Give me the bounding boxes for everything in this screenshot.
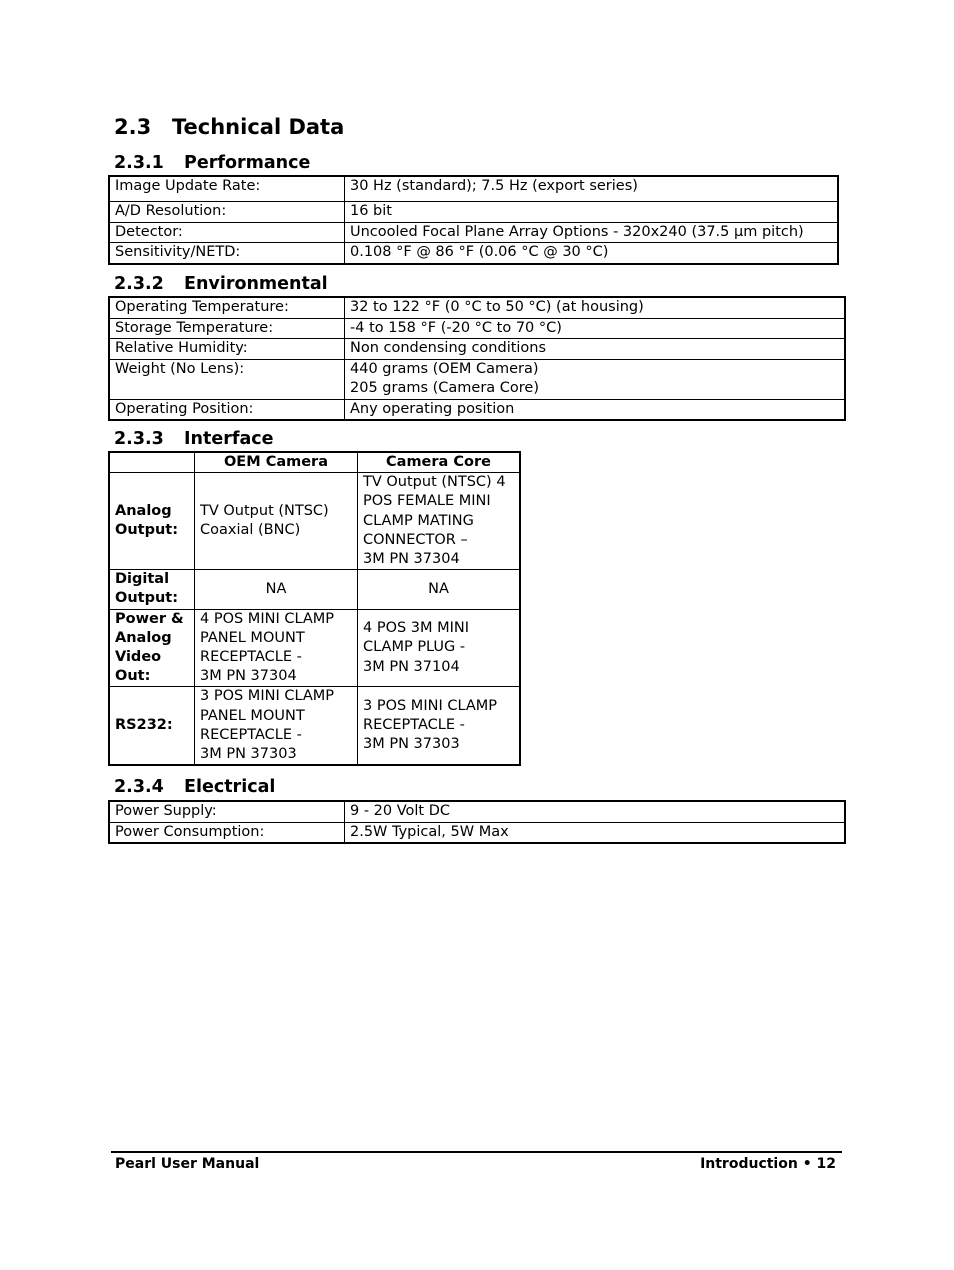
row-header-line: Power & <box>115 610 184 627</box>
table-row <box>110 339 845 360</box>
oem-cell: NA <box>195 570 358 609</box>
cell-line: 3M PN 37303 <box>363 736 460 753</box>
row-header-line: Digital <box>115 571 170 588</box>
performance-heading <box>114 152 310 174</box>
table-row <box>110 822 845 843</box>
row-header-line: Out: <box>115 668 151 685</box>
spec-value <box>345 359 845 399</box>
section-heading <box>114 113 344 141</box>
spec-value: 2.5W Typical, 5W Max <box>345 822 845 843</box>
footer-divider <box>111 1151 842 1153</box>
core-cell: NA <box>358 570 520 609</box>
table-row <box>110 570 520 609</box>
spec-label: Image Update Rate: <box>110 177 345 202</box>
spec-label: Relative Humidity: <box>110 339 345 360</box>
table-row <box>110 243 838 264</box>
oem-cell <box>195 687 358 765</box>
interface-heading <box>114 428 274 450</box>
table-row <box>110 609 520 687</box>
table-row <box>110 298 845 319</box>
table-row <box>110 177 838 202</box>
cell-line: PANEL MOUNT <box>200 707 305 724</box>
table-row <box>110 802 845 823</box>
row-header-analog-output <box>110 473 195 570</box>
table-row <box>110 202 838 223</box>
row-header-digital-output <box>110 570 195 609</box>
environmental-number: 2.3.2 <box>114 274 164 294</box>
spec-value: Non condensing conditions <box>345 339 845 360</box>
table-row <box>110 687 520 765</box>
cell-line: CLAMP MATING <box>363 512 474 529</box>
footer-page-label: Introduction • 12 <box>700 1156 836 1172</box>
cell-line: 4 POS 3M MINI <box>363 620 470 637</box>
interface-table <box>109 452 520 765</box>
row-header-line: Analog <box>115 503 172 519</box>
column-header-camera-core: Camera Core <box>358 453 520 473</box>
footer-manual-title: Pearl User Manual <box>115 1156 260 1172</box>
section-title: Technical Data <box>172 115 345 139</box>
spec-value: Any operating position <box>345 399 845 420</box>
spec-label: Power Supply: <box>110 802 345 823</box>
column-header-oem-camera: OEM Camera <box>195 453 358 473</box>
core-cell <box>358 609 520 687</box>
cell-line: 3 POS MINI CLAMP <box>363 698 498 715</box>
cell-line: RECEPTACLE - <box>363 717 465 734</box>
electrical-title: Electrical <box>184 777 276 797</box>
performance-table <box>109 176 838 264</box>
table-header-row <box>110 453 520 473</box>
cell-line: CONNECTOR – <box>363 531 468 548</box>
spec-label: A/D Resolution: <box>110 202 345 223</box>
cell-line: RECEPTACLE - <box>200 649 302 666</box>
cell-line: 4 POS MINI CLAMP <box>200 610 335 627</box>
cell-line: 3 POS MINI CLAMP <box>200 688 335 705</box>
oem-cell <box>195 473 358 570</box>
cell-line: TV Output (NTSC) 4 <box>363 474 506 491</box>
cell-line: 3M PN 37304 <box>363 551 460 568</box>
spec-label: Weight (No Lens): <box>110 359 345 399</box>
table-row <box>110 318 845 339</box>
core-cell <box>358 473 520 570</box>
environmental-heading <box>114 273 328 295</box>
row-header-line: RS232: <box>115 717 173 734</box>
spec-value-line: 205 grams (Camera Core) <box>350 380 540 396</box>
cell-line: CLAMP PLUG - <box>363 639 466 656</box>
row-header-line: Output: <box>115 590 179 607</box>
spec-value: 16 bit <box>345 202 838 223</box>
spec-label: Power Consumption: <box>110 822 345 843</box>
column-header-empty <box>110 453 195 473</box>
cell-line: PANEL MOUNT <box>200 629 305 646</box>
spec-label: Storage Temperature: <box>110 318 345 339</box>
row-header-rs232 <box>110 687 195 765</box>
interface-number: 2.3.3 <box>114 429 164 449</box>
core-cell <box>358 687 520 765</box>
table-row <box>110 359 845 399</box>
electrical-heading <box>114 776 275 798</box>
row-header-line: Output: <box>115 522 179 539</box>
cell-line: 3M PN 37304 <box>200 668 297 685</box>
cell-line: Coaxial (BNC) <box>200 522 301 539</box>
spec-label: Operating Position: <box>110 399 345 420</box>
table-row <box>110 222 838 243</box>
environmental-table <box>109 297 845 420</box>
oem-cell <box>195 609 358 687</box>
spec-value: 9 - 20 Volt DC <box>345 802 845 823</box>
row-header-line: Video <box>115 649 162 666</box>
interface-title: Interface <box>184 429 274 449</box>
cell-line: 3M PN 37104 <box>363 658 460 675</box>
table-row <box>110 473 520 570</box>
cell-line: RECEPTACLE - <box>200 726 302 743</box>
row-header-line: Analog <box>115 629 172 646</box>
cell-line: POS FEMALE MINI <box>363 493 491 510</box>
performance-title: Performance <box>184 153 311 173</box>
spec-label: Operating Temperature: <box>110 298 345 319</box>
electrical-number: 2.3.4 <box>114 777 164 797</box>
cell-line: 3M PN 37303 <box>200 746 297 763</box>
spec-value: 30 Hz (standard); 7.5 Hz (export series) <box>345 177 838 202</box>
spec-label: Detector: <box>110 222 345 243</box>
spec-value: Uncooled Focal Plane Array Options - 320x240 (37.5 µm pitch) <box>345 222 838 243</box>
cell-line: TV Output (NTSC) <box>200 503 329 519</box>
spec-value-line: 440 grams (OEM Camera) <box>350 360 539 377</box>
performance-number: 2.3.1 <box>114 153 164 173</box>
section-number: 2.3 <box>114 115 152 139</box>
spec-value: 32 to 122 °F (0 °C to 50 °C) (at housing) <box>345 298 845 319</box>
spec-label: Sensitivity/NETD: <box>110 243 345 264</box>
spec-value: 0.108 °F @ 86 °F (0.06 °C @ 30 °C) <box>345 243 838 264</box>
environmental-title: Environmental <box>184 274 328 294</box>
row-header-power-analog-video-out <box>110 609 195 687</box>
table-row <box>110 399 845 420</box>
electrical-table <box>109 801 845 843</box>
spec-value: -4 to 158 °F (-20 °C to 70 °C) <box>345 318 845 339</box>
